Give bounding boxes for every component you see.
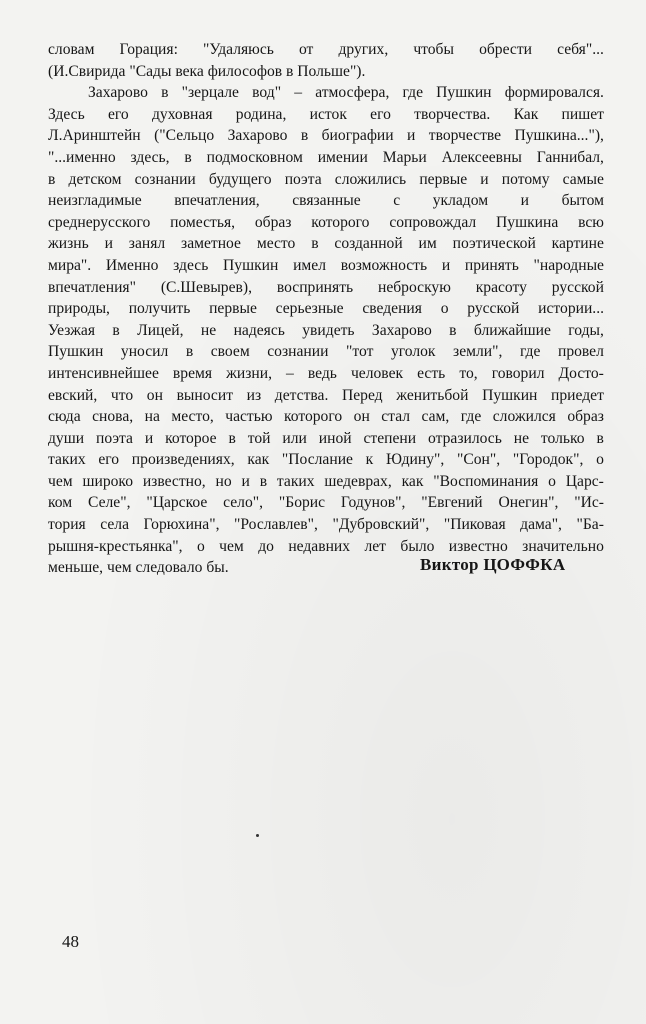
word: серьезные <box>275 300 344 318</box>
word: Перед <box>341 386 383 404</box>
text-line <box>48 190 604 212</box>
word: "зерцале <box>181 84 239 102</box>
word: но <box>215 472 232 490</box>
word: известно, <box>142 472 206 490</box>
word: души <box>48 429 85 447</box>
word: поэта <box>95 429 133 447</box>
word: картине <box>551 235 604 253</box>
word: не <box>200 321 217 339</box>
word: что <box>110 386 134 404</box>
word: первые <box>209 300 257 318</box>
word: села <box>100 516 129 534</box>
word: Селе", <box>88 494 131 512</box>
word: воспринять <box>276 278 354 296</box>
word: Пушкин <box>436 84 492 102</box>
word: творчества. <box>414 105 491 123</box>
word: "Удаляюсь <box>203 41 274 58</box>
word: здесь <box>173 256 209 274</box>
word: которого <box>283 408 343 426</box>
word: и <box>144 429 154 447</box>
word: здесь, <box>130 148 170 166</box>
word: уголок <box>390 343 436 361</box>
word: самые <box>562 170 604 188</box>
word: надеясь <box>233 321 285 339</box>
word: впечатления, <box>174 192 260 210</box>
word: дама", <box>520 516 562 534</box>
word: среднерусского <box>48 213 151 231</box>
text-line <box>48 104 604 126</box>
word: всю <box>578 213 604 231</box>
word: его <box>98 451 120 469</box>
word: "Городок", <box>512 451 584 469</box>
word: им <box>418 235 437 253</box>
word: приедет <box>551 386 604 404</box>
word: известно <box>448 537 508 555</box>
word: подмосковном <box>206 148 303 166</box>
word: Досто- <box>558 364 604 382</box>
word: Горация: <box>119 41 178 58</box>
word: других, <box>338 41 389 58</box>
word: место, <box>171 408 214 426</box>
word: в <box>185 343 194 361</box>
word: сложился <box>492 408 556 426</box>
word: которого <box>311 213 370 231</box>
text-line <box>48 277 604 299</box>
text-line: (И.Свирида "Сады века философов в Польше"). <box>48 62 366 80</box>
word: время <box>172 364 213 382</box>
word: чтобы <box>413 41 454 58</box>
word: Здесь <box>48 105 85 123</box>
word: и <box>104 235 113 253</box>
word: чем <box>219 537 244 555</box>
word: в <box>112 321 120 339</box>
text-line <box>48 320 604 342</box>
word: он <box>353 408 370 426</box>
word: обрести <box>479 41 532 58</box>
word: русской <box>467 300 520 318</box>
author-signature: Виктор ЦОФФКА <box>420 555 566 574</box>
word: сюда <box>48 408 81 426</box>
word: заметное <box>181 235 241 253</box>
word: Захарово <box>88 84 148 102</box>
article-body <box>48 39 604 579</box>
word: до <box>258 537 274 555</box>
word: Пушкина <box>496 213 559 231</box>
word: красоту <box>475 278 527 296</box>
word: укладом <box>432 192 489 210</box>
word: степени <box>363 429 417 447</box>
word: и <box>407 127 416 145</box>
word: Пушкин <box>223 256 279 274</box>
text-line <box>48 233 604 255</box>
word: Марьи <box>382 148 427 166</box>
word: ком <box>48 494 73 512</box>
word: пишет <box>561 105 604 123</box>
word: "Ба- <box>576 516 604 534</box>
word: ведь <box>307 364 337 382</box>
word: в <box>311 235 319 253</box>
word: ближайшие <box>473 321 551 339</box>
word: Как <box>513 105 539 123</box>
word: или <box>282 429 307 447</box>
word: бытом <box>561 192 604 210</box>
word: его <box>107 105 129 123</box>
word: о <box>596 451 604 469</box>
word: о <box>440 300 449 318</box>
word: и <box>480 170 489 188</box>
word: не <box>513 429 530 447</box>
text-line <box>48 363 604 385</box>
word: Уезжая <box>48 321 96 339</box>
word: принять <box>464 256 519 274</box>
word: которое <box>165 429 217 447</box>
word: русской <box>551 278 604 296</box>
word: "Воспоминания <box>433 472 539 490</box>
word: творчестве <box>428 127 502 145</box>
word: то, <box>459 364 478 382</box>
word: и <box>520 192 530 210</box>
text-line <box>48 147 604 169</box>
word: "Сон", <box>456 451 501 469</box>
word: возможность <box>340 256 428 274</box>
word: сознании <box>134 170 196 188</box>
word: жизни, <box>226 364 272 382</box>
word: неброскую <box>377 278 451 296</box>
word: той <box>247 429 271 447</box>
word: Именно <box>105 256 159 274</box>
word: занял <box>128 235 166 253</box>
word: Царс- <box>565 472 604 490</box>
word: сведения <box>362 300 422 318</box>
text-line: меньше, чем следовало бы. <box>48 559 229 577</box>
text-line <box>48 298 604 320</box>
word: – <box>286 364 294 382</box>
word: в <box>228 429 236 447</box>
word: в <box>259 472 268 490</box>
word: в <box>161 84 169 102</box>
word: стал <box>381 408 411 426</box>
text-line <box>48 169 604 191</box>
word: тория <box>48 516 86 534</box>
word: в <box>48 170 56 188</box>
word: есть <box>417 364 446 382</box>
word: о <box>548 472 556 490</box>
text-line <box>48 82 604 104</box>
word: в <box>184 148 192 166</box>
word: к <box>365 451 374 469</box>
word: провел <box>557 343 604 361</box>
word: "...именно <box>48 148 116 166</box>
word: где <box>519 343 541 361</box>
word: поместья, <box>170 213 236 231</box>
word: созданной <box>334 235 403 253</box>
word: Пушкина..."), <box>514 127 604 145</box>
word: первые <box>419 170 468 188</box>
word: природы, <box>48 300 110 318</box>
word: ("Сельцо <box>154 127 215 145</box>
word: мира". <box>48 256 92 274</box>
word: таких <box>276 472 315 490</box>
word: образ <box>254 213 292 231</box>
word: Юдину", <box>385 451 445 469</box>
word: годы, <box>568 321 604 339</box>
word: шедеврах, <box>324 472 392 490</box>
word: Лицей, <box>137 321 184 339</box>
word: сам, <box>421 408 450 426</box>
word: имел <box>293 256 326 274</box>
word: детском <box>68 170 122 188</box>
text-line <box>48 471 604 493</box>
text-line <box>48 385 604 407</box>
word: "Пиковая <box>443 516 506 534</box>
word: человек <box>350 364 404 382</box>
word: биографии <box>321 127 394 145</box>
word: получить <box>128 300 191 318</box>
word: выносит <box>176 386 234 404</box>
word: "Послание <box>281 451 353 469</box>
word: Алексеевны <box>441 148 522 166</box>
text-line <box>48 255 604 277</box>
word: своем <box>210 343 250 361</box>
word: Пушкин <box>482 386 538 404</box>
word: уносил <box>120 343 169 361</box>
word: формировался. <box>504 84 604 102</box>
word: рышня-крестьянка", <box>48 537 183 555</box>
word: детства. <box>274 386 329 404</box>
word: о <box>196 537 205 555</box>
text-line <box>48 39 604 61</box>
word: отразилось <box>428 429 502 447</box>
word: связанные <box>292 192 361 210</box>
word: себя"... <box>557 41 604 58</box>
word: лет <box>364 537 387 555</box>
word: его <box>370 105 391 123</box>
word: "Евгений <box>421 494 483 512</box>
word: "народные <box>533 256 604 274</box>
word: родина, <box>235 105 287 123</box>
word: интенсивнейшее <box>48 364 159 382</box>
text-line <box>48 212 604 234</box>
word: и <box>441 256 451 274</box>
word: Ганнибал, <box>536 148 604 166</box>
word: духовная <box>151 105 213 123</box>
word: земли", <box>453 343 503 361</box>
word: Горюхина", <box>143 516 220 534</box>
word: "Царское <box>146 494 208 512</box>
word: значительно <box>522 537 604 555</box>
word: увидеть <box>302 321 355 339</box>
word: "Рославлев", <box>233 516 318 534</box>
word: было <box>400 537 435 555</box>
text-line <box>48 341 604 363</box>
word: "Дубровский", <box>332 516 430 534</box>
text-line <box>48 428 604 450</box>
text-line <box>48 492 604 514</box>
word: неизгладимые <box>48 192 142 210</box>
word: таких <box>48 451 86 469</box>
word: имении <box>317 148 368 166</box>
word: поэтической <box>452 235 536 253</box>
word: как <box>247 451 270 469</box>
word: широко <box>82 472 133 490</box>
word: "Борис <box>278 494 326 512</box>
word: (С.Шевырев), <box>160 278 252 296</box>
page-number: 48 <box>62 932 79 951</box>
word: Захарово <box>371 321 432 339</box>
speck-mark <box>256 834 259 837</box>
text-line <box>48 449 604 471</box>
word: произведениях, <box>131 451 235 469</box>
word: сложились <box>334 170 407 188</box>
word: и <box>241 472 250 490</box>
word: Пушкин <box>48 343 104 361</box>
word: из <box>246 386 262 404</box>
word: словам <box>48 41 95 58</box>
word: сопровождал <box>389 213 477 231</box>
word: с <box>393 192 401 210</box>
word: он <box>146 386 163 404</box>
word: впечатления" <box>48 278 136 296</box>
word: только <box>540 429 585 447</box>
text-line <box>48 406 604 428</box>
word: поэта <box>284 170 322 188</box>
word: в <box>300 127 309 145</box>
word: как <box>401 472 424 490</box>
word: Годунов", <box>340 494 406 512</box>
word: вод" <box>252 84 282 102</box>
word: на <box>144 408 160 426</box>
word: Л.Аринштейн <box>48 127 141 145</box>
word: Захарово <box>227 127 288 145</box>
word: от <box>298 41 314 58</box>
word: где <box>460 408 482 426</box>
word: где <box>402 84 423 102</box>
word: частью <box>225 408 273 426</box>
word: атмосфера, <box>315 84 390 102</box>
word: место <box>256 235 296 253</box>
word: сознании <box>267 343 329 361</box>
word: женитьбой <box>396 386 469 404</box>
word: жизнь <box>48 235 89 253</box>
word: потому <box>501 170 550 188</box>
word: евский, <box>48 386 98 404</box>
word: исток <box>309 105 347 123</box>
word: в <box>449 321 457 339</box>
word: Онегин", <box>498 494 559 512</box>
text-line <box>48 514 604 536</box>
word: село", <box>223 494 264 512</box>
word: чем <box>48 472 73 490</box>
word: "тот <box>346 343 374 361</box>
text-line <box>48 125 604 147</box>
word: иной <box>318 429 352 447</box>
word: снова, <box>92 408 134 426</box>
word: образ <box>567 408 604 426</box>
word: будущего <box>208 170 272 188</box>
word: "Ис- <box>574 494 604 512</box>
word: недавних <box>288 537 351 555</box>
word: истории... <box>538 300 604 318</box>
text-line <box>48 536 604 558</box>
word: в <box>596 429 604 447</box>
word: – <box>294 84 303 102</box>
word: говорил <box>491 364 545 382</box>
